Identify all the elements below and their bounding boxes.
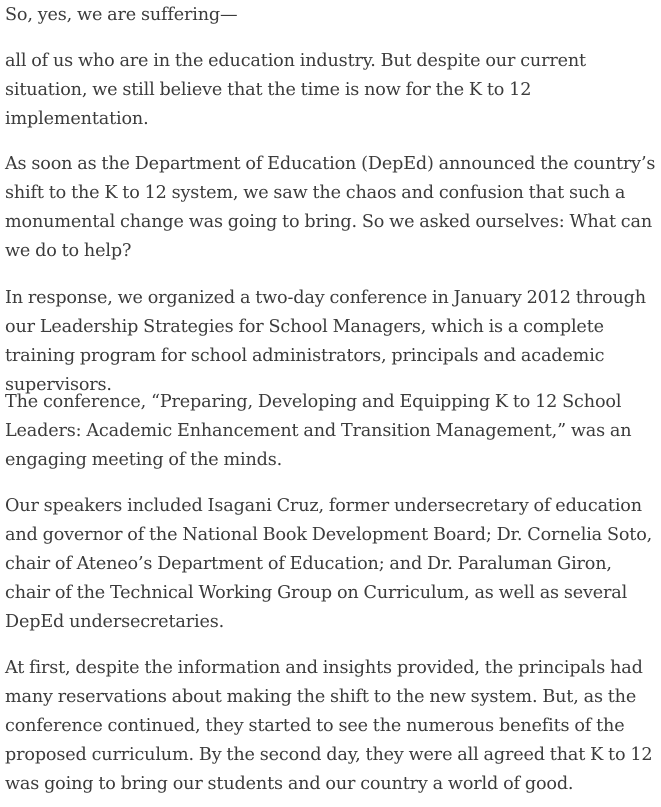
paragraph-deped-shift: As soon as the Department of Education (DepEd) announced the country’s shift to the K to 12 system, we saw the chaos and confusion that such a monumental change was going to bring. So we asked ourselves: What can we do to help? [5, 154, 656, 261]
paragraph-conference-title: The conference, “Preparing, Developing and Equipping K to 12 School Leaders: Academic Enhancement and Transition Management,” was an engaging meeting of the minds. [5, 392, 632, 470]
paragraph-intro: So, yes, we are suffering— [5, 5, 238, 25]
paragraph-outcome: At first, despite the information and insights provided, the principals had many reservations about making the shift to the new system. But, as the conference continued, they started to see the numerous benefits of the proposed curriculum. By the second day, they were all agreed that K to 12 was going to bring our students and our country a world of good. [5, 658, 653, 794]
paragraph-speakers: Our speakers included Isagani Cruz, former undersecretary of education and governor of the National Book Development Board; Dr. Cornelia Soto, chair of Ateneo’s Department of Education; and Dr. Paraluman Giron, chair of the Technical Working Group on Curriculum, as well as several DepEd undersecretaries. [5, 496, 653, 632]
paragraph-education-industry: all of us who are in the education industry. But despite our current situation, we still believe that the time is now for the K to 12 implementation. [5, 51, 586, 129]
paragraph-conference-organized: In response, we organized a two-day conference in January 2012 through our Leadership Strategies for School Managers, which is a complete training program for school administrators, principals and academic supervisors. [5, 288, 646, 395]
